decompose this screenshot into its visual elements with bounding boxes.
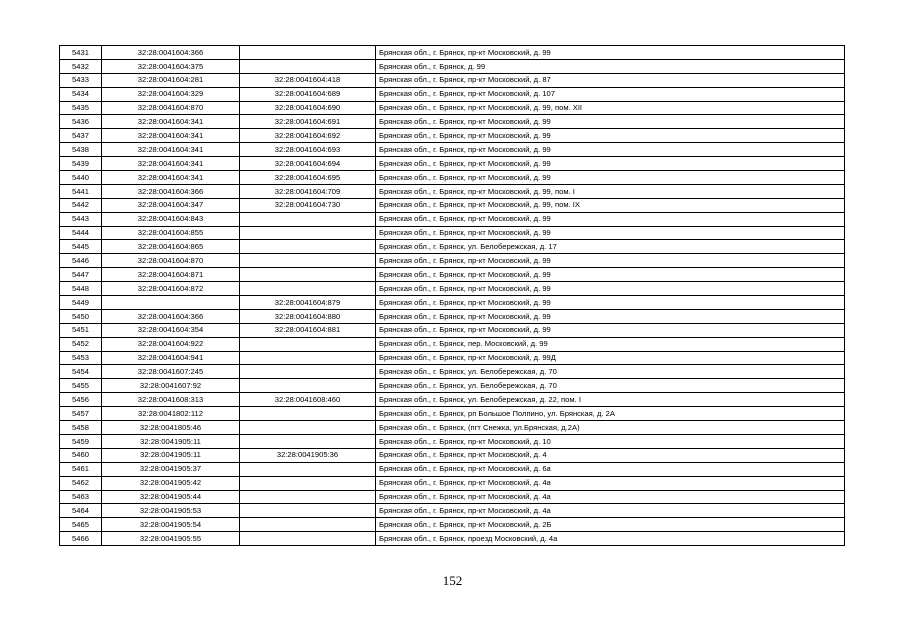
- cadastral-number-cell: 32:28:0041805:46: [102, 421, 240, 435]
- cadastral-number-cell: 32:28:0041802:112: [102, 407, 240, 421]
- table-row: [60, 171, 845, 185]
- row-number-cell: 5446: [60, 254, 102, 268]
- address-cell: Брянская обл., г. Брянск, пр-кт Московский, д. 4а: [376, 490, 845, 504]
- related-cadastral-number-cell: [240, 434, 376, 448]
- row-number-cell: 5461: [60, 462, 102, 476]
- related-cadastral-number-cell: 32:28:0041608:460: [240, 393, 376, 407]
- row-number-cell: 5447: [60, 268, 102, 282]
- address-cell: Брянская обл., г. Брянск, пр-кт Московский, д. 99: [376, 171, 845, 185]
- table-row: [60, 143, 845, 157]
- row-number-cell: 5438: [60, 143, 102, 157]
- related-cadastral-number-cell: 32:28:0041604:709: [240, 184, 376, 198]
- table-row: [60, 476, 845, 490]
- address-cell: Брянская обл., г. Брянск, пр-кт Московский, д. 99: [376, 46, 845, 60]
- related-cadastral-number-cell: 32:28:0041604:695: [240, 171, 376, 185]
- address-cell: Брянская обл., г. Брянск, пр-кт Московский, д. 99: [376, 268, 845, 282]
- cadastral-number-cell: 32:28:0041604:366: [102, 309, 240, 323]
- related-cadastral-number-cell: 32:28:0041604:689: [240, 87, 376, 101]
- related-cadastral-number-cell: [240, 379, 376, 393]
- row-number-cell: 5439: [60, 157, 102, 171]
- row-number-cell: 5440: [60, 171, 102, 185]
- related-cadastral-number-cell: [240, 532, 376, 546]
- table-body: [60, 46, 845, 546]
- cadastral-number-cell: 32:28:0041604:855: [102, 226, 240, 240]
- related-cadastral-number-cell: [240, 518, 376, 532]
- related-cadastral-number-cell: 32:28:0041604:881: [240, 323, 376, 337]
- address-cell: Брянская обл., г. Брянск, рп Большое Полпино, ул. Брянская, д. 2А: [376, 407, 845, 421]
- table-row: [60, 379, 845, 393]
- row-number-cell: 5465: [60, 518, 102, 532]
- cadastral-number-cell: 32:28:0041905:11: [102, 434, 240, 448]
- address-cell: Брянская обл., г. Брянск, пр-кт Московский, д. 4а: [376, 504, 845, 518]
- row-number-cell: 5466: [60, 532, 102, 546]
- row-number-cell: 5431: [60, 46, 102, 60]
- related-cadastral-number-cell: [240, 46, 376, 60]
- row-number-cell: 5450: [60, 309, 102, 323]
- table-row: [60, 115, 845, 129]
- cadastral-number-cell: 32:28:0041608:313: [102, 393, 240, 407]
- cadastral-number-cell: 32:28:0041905:54: [102, 518, 240, 532]
- row-number-cell: 5436: [60, 115, 102, 129]
- related-cadastral-number-cell: [240, 240, 376, 254]
- table-row: [60, 337, 845, 351]
- row-number-cell: 5458: [60, 421, 102, 435]
- row-number-cell: 5442: [60, 198, 102, 212]
- cadastral-number-cell: 32:28:0041604:870: [102, 101, 240, 115]
- cadastral-number-cell: 32:28:0041604:354: [102, 323, 240, 337]
- address-cell: Брянская обл., г. Брянск, пр-кт Московский, д. 87: [376, 73, 845, 87]
- row-number-cell: 5457: [60, 407, 102, 421]
- row-number-cell: 5462: [60, 476, 102, 490]
- table-row: [60, 490, 845, 504]
- table-row: [60, 240, 845, 254]
- address-cell: Брянская обл., г. Брянск, пер. Московский, д. 99: [376, 337, 845, 351]
- row-number-cell: 5445: [60, 240, 102, 254]
- table-row: [60, 504, 845, 518]
- address-cell: Брянская обл., г. Брянск, пр-кт Московский, д. 4: [376, 448, 845, 462]
- table-row: [60, 434, 845, 448]
- table-row: [60, 421, 845, 435]
- related-cadastral-number-cell: 32:28:0041604:880: [240, 309, 376, 323]
- table-row: [60, 296, 845, 310]
- table-row: [60, 448, 845, 462]
- cadastral-number-cell: 32:28:0041604:865: [102, 240, 240, 254]
- table-row: [60, 129, 845, 143]
- row-number-cell: 5435: [60, 101, 102, 115]
- row-number-cell: 5443: [60, 212, 102, 226]
- table-row: [60, 351, 845, 365]
- row-number-cell: 5464: [60, 504, 102, 518]
- table-row: [60, 365, 845, 379]
- cadastral-number-cell: 32:28:0041604:341: [102, 129, 240, 143]
- row-number-cell: 5460: [60, 448, 102, 462]
- cadastral-number-cell: 32:28:0041905:11: [102, 448, 240, 462]
- address-cell: Брянская обл., г. Брянск, пр-кт Московский, д. 10: [376, 434, 845, 448]
- address-cell: Брянская обл., г. Брянск, д. 99: [376, 59, 845, 73]
- cadastral-number-cell: 32:28:0041604:341: [102, 157, 240, 171]
- address-cell: Брянская обл., г. Брянск, пр-кт Московский, д. 4а: [376, 476, 845, 490]
- cadastral-number-cell: 32:28:0041604:922: [102, 337, 240, 351]
- table-row: [60, 226, 845, 240]
- row-number-cell: 5441: [60, 184, 102, 198]
- table-row: [60, 254, 845, 268]
- related-cadastral-number-cell: [240, 421, 376, 435]
- address-cell: Брянская обл., г. Брянск, пр-кт Московский, д. 99: [376, 143, 845, 157]
- related-cadastral-number-cell: 32:28:0041604:690: [240, 101, 376, 115]
- table-row: [60, 323, 845, 337]
- address-cell: Брянская обл., г. Брянск, ул. Белобережская, д. 22, пом. I: [376, 393, 845, 407]
- table-row: [60, 268, 845, 282]
- row-number-cell: 5456: [60, 393, 102, 407]
- table-row: [60, 309, 845, 323]
- table-row: [60, 198, 845, 212]
- page-number: 152: [442, 573, 463, 588]
- address-cell: Брянская обл., г. Брянск, пр-кт Московский, д. 99: [376, 226, 845, 240]
- cadastral-number-cell: 32:28:0041604:941: [102, 351, 240, 365]
- address-cell: Брянская обл., г. Брянск, пр-кт Московский, д. 99: [376, 296, 845, 310]
- address-cell: Брянская обл., г. Брянск, проезд Московский, д. 4а: [376, 532, 845, 546]
- related-cadastral-number-cell: [240, 59, 376, 73]
- related-cadastral-number-cell: [240, 226, 376, 240]
- related-cadastral-number-cell: [240, 476, 376, 490]
- address-cell: Брянская обл., г. Брянск, пр-кт Московский, д. 99: [376, 323, 845, 337]
- related-cadastral-number-cell: 32:28:0041604:730: [240, 198, 376, 212]
- table-row: [60, 462, 845, 476]
- related-cadastral-number-cell: 32:28:0041604:694: [240, 157, 376, 171]
- cadastral-number-cell: 32:28:0041905:44: [102, 490, 240, 504]
- related-cadastral-number-cell: 32:28:0041604:879: [240, 296, 376, 310]
- address-cell: Брянская обл., г. Брянск, пр-кт Московский, д. 99: [376, 282, 845, 296]
- related-cadastral-number-cell: [240, 212, 376, 226]
- cadastral-number-cell: 32:28:0041905:53: [102, 504, 240, 518]
- address-cell: Брянская обл., г. Брянск, пр-кт Московский, д. 99, пом. IX: [376, 198, 845, 212]
- cadastral-number-cell: 32:28:0041604:329: [102, 87, 240, 101]
- cadastral-number-cell: 32:28:0041604:281: [102, 73, 240, 87]
- row-number-cell: 5434: [60, 87, 102, 101]
- address-cell: Брянская обл., г. Брянск, пр-кт Московский, д. 99: [376, 129, 845, 143]
- address-cell: Брянская обл., г. Брянск, пр-кт Московский, д. 99, пом. XII: [376, 101, 845, 115]
- cadastral-number-cell: 32:28:0041607:245: [102, 365, 240, 379]
- cadastral-number-cell: 32:28:0041905:42: [102, 476, 240, 490]
- related-cadastral-number-cell: [240, 337, 376, 351]
- table-row: [60, 73, 845, 87]
- address-cell: Брянская обл., г. Брянск, ул. Белобережская, д. 70: [376, 379, 845, 393]
- related-cadastral-number-cell: 32:28:0041604:692: [240, 129, 376, 143]
- address-cell: Брянская обл., г. Брянск, (пгт Снежка, ул.Брянская, д.2А): [376, 421, 845, 435]
- table-row: [60, 532, 845, 546]
- cadastral-number-cell: 32:28:0041604:347: [102, 198, 240, 212]
- row-number-cell: 5459: [60, 434, 102, 448]
- table-row: [60, 87, 845, 101]
- address-cell: Брянская обл., г. Брянск, пр-кт Московский, д. 107: [376, 87, 845, 101]
- cadastral-number-cell: 32:28:0041604:341: [102, 115, 240, 129]
- cadastral-number-cell: 32:28:0041604:375: [102, 59, 240, 73]
- table-row: [60, 212, 845, 226]
- row-number-cell: 5455: [60, 379, 102, 393]
- table-row: [60, 282, 845, 296]
- row-number-cell: 5448: [60, 282, 102, 296]
- address-cell: Брянская обл., г. Брянск, пр-кт Московский, д. 99: [376, 309, 845, 323]
- cadastral-number-cell: 32:28:0041905:55: [102, 532, 240, 546]
- registry-table: [59, 45, 845, 546]
- row-number-cell: 5453: [60, 351, 102, 365]
- address-cell: Брянская обл., г. Брянск, пр-кт Московский, д. 2Б: [376, 518, 845, 532]
- related-cadastral-number-cell: [240, 254, 376, 268]
- row-number-cell: 5451: [60, 323, 102, 337]
- cadastral-number-cell: 32:28:0041604:843: [102, 212, 240, 226]
- address-cell: Брянская обл., г. Брянск, пр-кт Московский, д. 99: [376, 157, 845, 171]
- cadastral-number-cell: 32:28:0041604:872: [102, 282, 240, 296]
- related-cadastral-number-cell: 32:28:0041604:691: [240, 115, 376, 129]
- address-cell: Брянская обл., г. Брянск, пр-кт Московский, д. 99: [376, 115, 845, 129]
- cadastral-number-cell: 32:28:0041604:341: [102, 143, 240, 157]
- related-cadastral-number-cell: 32:28:0041905:36: [240, 448, 376, 462]
- cadastral-number-cell: 32:28:0041905:37: [102, 462, 240, 476]
- row-number-cell: 5432: [60, 59, 102, 73]
- row-number-cell: 5454: [60, 365, 102, 379]
- row-number-cell: 5449: [60, 296, 102, 310]
- cadastral-number-cell: 32:28:0041604:366: [102, 46, 240, 60]
- address-cell: Брянская обл., г. Брянск, пр-кт Московский, д. 99, пом. I: [376, 184, 845, 198]
- related-cadastral-number-cell: [240, 462, 376, 476]
- cadastral-number-cell: 32:28:0041604:870: [102, 254, 240, 268]
- related-cadastral-number-cell: 32:28:0041604:693: [240, 143, 376, 157]
- related-cadastral-number-cell: [240, 351, 376, 365]
- row-number-cell: 5452: [60, 337, 102, 351]
- related-cadastral-number-cell: [240, 268, 376, 282]
- table-row: [60, 407, 845, 421]
- table-row: [60, 518, 845, 532]
- related-cadastral-number-cell: [240, 365, 376, 379]
- cadastral-number-cell: 32:28:0041604:871: [102, 268, 240, 282]
- table-row: [60, 59, 845, 73]
- table-row: [60, 157, 845, 171]
- row-number-cell: 5463: [60, 490, 102, 504]
- related-cadastral-number-cell: 32:28:0041604:418: [240, 73, 376, 87]
- address-cell: Брянская обл., г. Брянск, пр-кт Московский, д. 6а: [376, 462, 845, 476]
- table-row: [60, 46, 845, 60]
- related-cadastral-number-cell: [240, 490, 376, 504]
- address-cell: Брянская обл., г. Брянск, пр-кт Московский, д. 99: [376, 254, 845, 268]
- related-cadastral-number-cell: [240, 282, 376, 296]
- cadastral-number-cell: 32:28:0041607:92: [102, 379, 240, 393]
- row-number-cell: 5433: [60, 73, 102, 87]
- cadastral-number-cell: 32:28:0041604:366: [102, 184, 240, 198]
- related-cadastral-number-cell: [240, 407, 376, 421]
- row-number-cell: 5444: [60, 226, 102, 240]
- address-cell: Брянская обл., г. Брянск, ул. Белобережская, д. 70: [376, 365, 845, 379]
- address-cell: Брянская обл., г. Брянск, пр-кт Московский, д. 99Д: [376, 351, 845, 365]
- table-row: [60, 101, 845, 115]
- related-cadastral-number-cell: [240, 504, 376, 518]
- cadastral-number-cell: [102, 296, 240, 310]
- address-cell: Брянская обл., г. Брянск, ул. Белобережская, д. 17: [376, 240, 845, 254]
- address-cell: Брянская обл., г. Брянск, пр-кт Московский, д. 99: [376, 212, 845, 226]
- table-row: [60, 393, 845, 407]
- table-row: [60, 184, 845, 198]
- cadastral-number-cell: 32:28:0041604:341: [102, 171, 240, 185]
- row-number-cell: 5437: [60, 129, 102, 143]
